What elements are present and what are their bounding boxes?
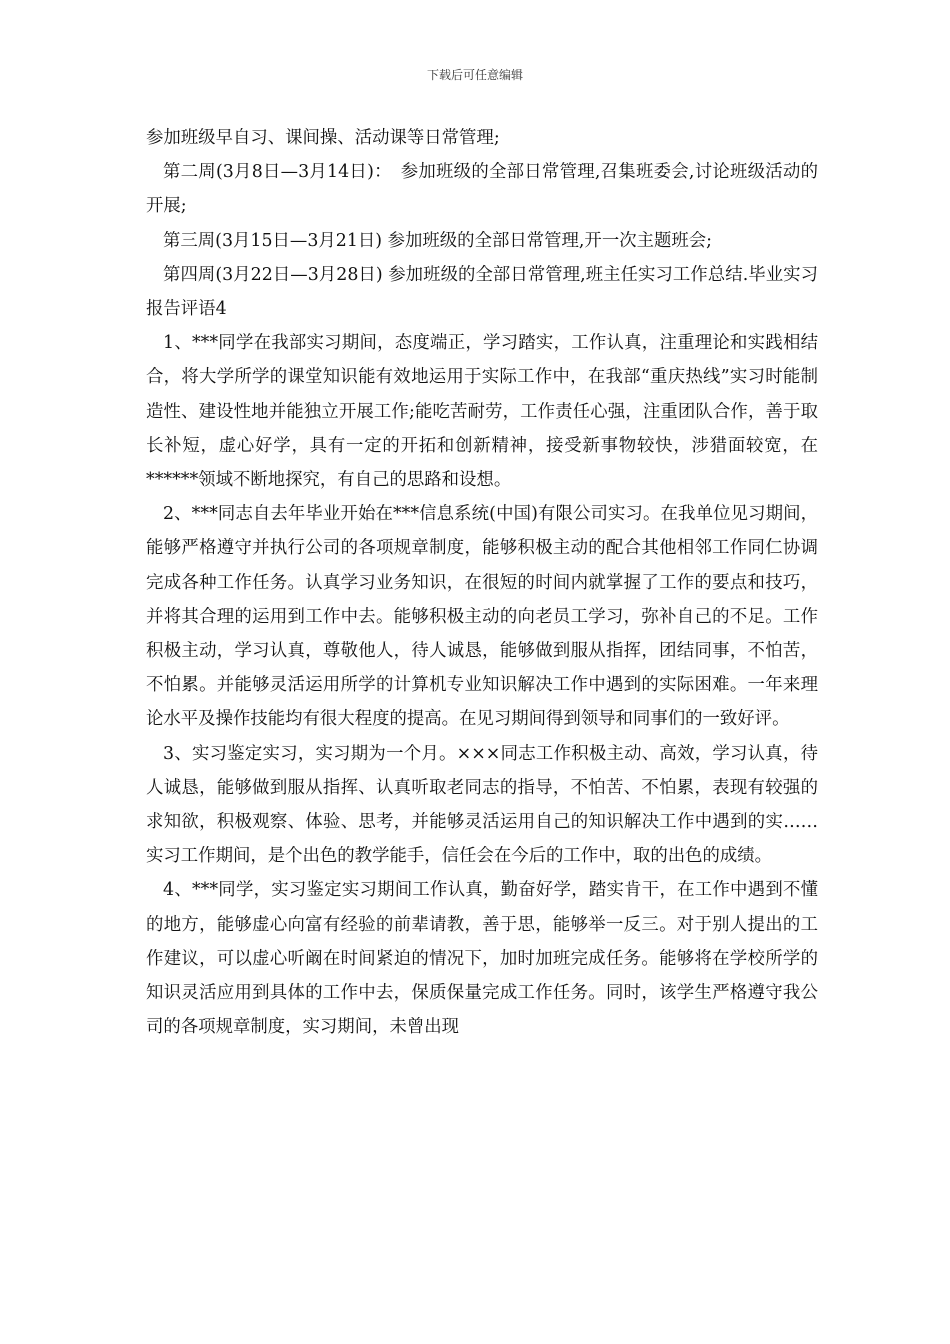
paragraph-3: 第三周(3月15日—3月21日) 参加班级的全部日常管理,开一次主题班会; bbox=[163, 230, 713, 251]
paragraph-5: 1、***同学在我部实习期间，态度端正，学习踏实，工作认真，注重理论和实践相结合，将大学所学的课堂知识能有效地运用于实际工作中，在我部“重庆热线”实习时能制造性、建设性地并能独立开展工作;能吃苦耐劳，工作责任心强，注重团队合作，善于取长补短，虚心好学，具有一定的开拓和创新精神，接受新事物较快，涉猎面较宽，在******领域不断地探究，有自己的思路和设想。 bbox=[146, 333, 818, 491]
paragraph-7: 3、实习鉴定实习，实习期为一个月。×××同志工作积极主动、高效，学习认真，待人诚恳，能够做到服从指挥、认真听取老同志的指导，不怕苦、不怕累，表现有较强的求知欲，积极观察、体验、思考，并能够灵活运用自己的知识解决工作中遇到的实…… 实习工作期间，是个出色的教学能手，信任会在今后的工作中，取的出色的成绩。 bbox=[146, 743, 818, 867]
paragraph-4: 第四周(3月22日—3月28日) 参加班级的全部日常管理,班主任实习工作总结.毕业实习报告评语4 bbox=[146, 264, 818, 320]
document-body bbox=[146, 121, 818, 1044]
paragraph-1: 参加班级早自习、课间操、活动课等日常管理; bbox=[146, 128, 500, 148]
page-header: 下载后可任意编辑 bbox=[426, 68, 523, 82]
paragraph-6: 2、***同志自去年毕业开始在***信息系统(中国)有限公司实习。在我单位见习期间，能够严格遵守并执行公司的各项规章制度，能够积极主动的配合其他相邻工作同仁协调完成各种工作任务。认真学习业务知识，在很短的时间内就掌握了工作的要点和技巧，并将其合理的运用到工作中去。能够积极主动的向老员工学习，弥补自己的不足。工作积极主动，学习认真，尊敬他人，待人诚恳，能够做到服从指挥，团结同事，不怕苦，不怕累。并能够灵活运用所学的计算机专业知识解决工作中遇到的实际困难。一年来理论水平及操作技能均有很大程度的提高。在见习期间得到领导和同事们的一致好评。 bbox=[146, 504, 818, 730]
paragraph-8: 4、***同学，实习鉴定实习期间工作认真，勤奋好学，踏实肯干，在工作中遇到不懂的地方，能够虚心向富有经验的前辈请教，善于思，能够举一反三。对于别人提出的工作建议，可以虚心听阚在时间紧迫的情况下，加时加班完成任务。能够将在学校所学的知识灵活应用到具体的工作中去，保质保量完成工作任务。同时，该学生严格遵守我公司的各项规章制度，实习期间，未曾出现 bbox=[146, 880, 818, 1038]
paragraph-2: 第二周(3月8日—3月14日)： 参加班级的全部日常管理,召集班委会,讨论班级活动的开展; bbox=[146, 162, 818, 217]
